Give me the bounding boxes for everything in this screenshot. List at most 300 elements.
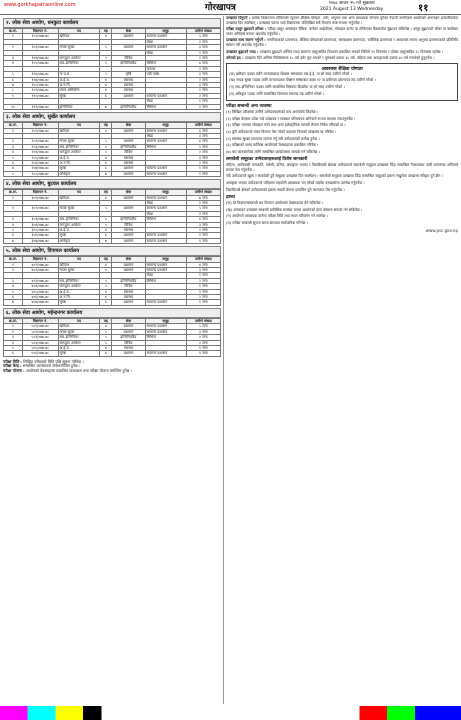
table-cell: ५०६/०७७-७८ — [22, 351, 58, 356]
table-cell: स्वास्थ्य — [112, 228, 145, 233]
table-cell: ३ जना — [186, 155, 220, 160]
notice-paragraph — [226, 27, 458, 36]
table-cell: अधिकृत — [58, 238, 100, 243]
website-url[interactable]: www.gorkhapatraonline.com — [4, 2, 76, 8]
table-cell: प्रशासन — [112, 324, 145, 329]
table-cell: कम्प्युटर अपरेटर — [58, 340, 100, 345]
table-cell: ५ — [100, 335, 112, 340]
table-cell: सब–इन्जिनियर — [58, 335, 100, 340]
table-cell: ५ जना — [186, 34, 220, 39]
table-cell: प्रशासन — [112, 45, 145, 50]
table-cell: एग्री एक्स. — [145, 72, 186, 77]
table-cell: ४ — [100, 345, 112, 350]
table-cell: लेखा — [145, 50, 186, 55]
table-cell: ५०२/०७७-७८ — [22, 329, 58, 334]
table-cell: २०५/०७७-७८ — [22, 155, 58, 160]
column-header: विज्ञापन नं. — [22, 29, 58, 34]
table-cell: प्रशासन — [112, 206, 145, 211]
table-cell: ५ — [4, 72, 23, 77]
table-cell: लेखा — [145, 133, 186, 138]
table-cell: ४०२/०७७-७८ — [22, 268, 58, 273]
table-cell: प्रशासन — [112, 262, 145, 267]
footer-label: परीक्षा केन्द्र : — [3, 363, 22, 369]
table-cell: ३ — [4, 144, 23, 149]
table-cell: २०४/०७७-७८ — [22, 150, 58, 155]
table-cell: १११/०७७-७८ — [22, 104, 58, 109]
table-cell: कम्प्युटर अपरेटर — [58, 56, 100, 61]
paragraph-text: दरखास्त बुझाउने अन्तिम म्याद सामान्य दस्तुरसहित विज्ञापन प्रकाशित भएको मितिले २१ दिनसम्म र दोब्बर दस्तुरसहित २८ दिनसम्म रहनेछ । — [259, 49, 444, 54]
table-cell: सामान्य प्रशासन — [145, 171, 186, 176]
table-cell: सिभिल — [145, 217, 186, 222]
table-cell: सब–इन्जिनियर — [58, 61, 100, 66]
table-cell: इन्जिनियरिङ — [112, 217, 145, 222]
table-cell: ५ — [4, 345, 23, 350]
column-header: क्र.सं. — [4, 257, 23, 262]
qualification-item: (क) खरिदार पदका लागि मान्यताप्राप्त शिक्षण संस्थाबाट एस.ई.ई. वा सो सरह उत्तीर्ण गरेको । — [229, 71, 352, 76]
column-header: विज्ञापन नं. — [22, 190, 58, 195]
table-cell: २ जना — [186, 77, 220, 82]
table-cell: सामान्य प्रशासन — [145, 166, 186, 171]
table-cell: १ जना — [186, 88, 220, 93]
results-table — [3, 189, 221, 244]
table-cell: सुब्बा — [58, 300, 100, 305]
note-item: (६) परीक्षाको समय तालिका आयोगको वेबसाइटमा प्रकाशित गरिनेछ । — [226, 143, 319, 148]
issue-date: २०७८ साउन २५ गते सुक्रबार 2021 August 13 Wednesday — [320, 1, 384, 12]
table-cell: २ जना — [186, 93, 220, 98]
table-cell: ५ जना — [186, 144, 220, 149]
footer-label: परीक्षा योजना : — [3, 367, 25, 373]
table-cell: सिभिल — [145, 278, 186, 283]
table-cell: ४ — [100, 195, 112, 200]
table-cell: ४०१/०७७-७८ — [22, 262, 58, 267]
table-cell: ३०५/०७७-७८ — [22, 228, 58, 233]
newspaper-title: गोरखापत्र — [205, 3, 236, 13]
website-link[interactable]: www.psc.gov.np — [425, 227, 458, 233]
table-cell: ३०६/०७७-७८ — [22, 233, 58, 238]
table-cell: ५ — [100, 56, 112, 61]
table-cell: अ.हे.ब. — [58, 77, 100, 82]
table-cell: २ — [4, 268, 23, 273]
box-title: आवश्यक शैक्षिक योग्यता — [321, 66, 363, 72]
table-row — [4, 238, 221, 243]
table-cell: २०८/०७७-७८ — [22, 171, 58, 176]
table-cell: २ जना — [186, 278, 220, 283]
table-cell: कम्प्युटर अपरेटर — [58, 222, 100, 227]
table-cell: २ जना — [186, 289, 220, 294]
table-cell: ५ — [4, 155, 23, 160]
note-item: (५) स्वास्थ्य सुरक्षा मापदण्ड पालना गर्नु सबै उम्मेदवारको कर्तव्य हुनेछ । — [226, 136, 320, 141]
table-cell: सामान्य प्रशासन — [145, 300, 186, 305]
footer-text: लिखित परीक्षाको मिति पछि सूचना गरिनेछ । — [23, 358, 84, 364]
table-cell: विविध — [112, 340, 145, 345]
table-cell: सुब्बा — [58, 233, 100, 238]
table-cell: सामान्य प्रशासन — [145, 34, 186, 39]
footer-text: सम्बन्धित कार्यालयले तोकेबमोजिम हुनेछ । — [22, 363, 81, 369]
table-cell: प्रशासन — [112, 195, 145, 200]
column-header: उत्तीर्ण संख्या — [186, 190, 220, 195]
section-heading: ५. लोक सेवा आयोग, दिपायल कार्यालय — [3, 246, 221, 256]
table-cell: स्वास्थ्य — [112, 295, 145, 300]
column-header: समूह — [145, 257, 186, 262]
table-cell: ४ — [100, 83, 112, 88]
table-cell: सामान्य प्रशासन — [145, 262, 186, 267]
table-cell: २ जना — [186, 56, 220, 61]
table-cell: २ जना — [186, 340, 220, 345]
qualification-box — [226, 63, 458, 101]
paragraph-text: परीक्षा दस्तुर अनलाइन बैंकिङ, कनेक्ट आईपीएस, मोबाइल वालेट वा तोकिएका बैंकमार्फत बुझाउन सकिनेछ । दस्तुर बुझाएको भौचर वा कारोबार नम्बर अनिवार्य रूपमा अपलोड गर्नुपर्नेछ । — [226, 27, 458, 36]
table-cell: प्रशासन — [112, 233, 145, 238]
table-cell: ५ — [100, 284, 112, 289]
table-cell: ४ — [100, 262, 112, 267]
table-cell: ४ — [100, 295, 112, 300]
table-cell: ५०३/०७७-७८ — [22, 335, 58, 340]
column-header: विज्ञापन नं. — [22, 318, 58, 323]
table-cell: ५०४/०७७-७८ — [22, 340, 58, 345]
column-header: पद — [58, 190, 100, 195]
section-heading: २. लोक सेवा आयोग, धनकुटा कार्यालय — [3, 18, 221, 28]
table-cell: सब–इन्जिनियर — [58, 144, 100, 149]
table-cell: १ — [4, 262, 23, 267]
qualification-item: (ख) नायब सुब्बा पदका लागि मान्यताप्राप्त शिक्षण संस्थाबाट कक्षा १२ वा प्रवीणता प्रमाणपत्र तह उत्तीर्ण गरेको । — [229, 78, 376, 83]
table-cell: खरिदार — [58, 195, 100, 200]
table-cell: सामान्य प्रशासन — [145, 206, 186, 211]
table-cell: नायब सुब्बा — [58, 139, 100, 144]
table-cell: ३ जना — [186, 133, 220, 138]
column-header: पद — [58, 29, 100, 34]
section-heading: ३. लोक सेवा आयोग, सुर्खेत कार्यालय — [3, 112, 221, 122]
table-cell: विविध — [112, 150, 145, 155]
table-cell: १ जना — [186, 273, 220, 278]
table-cell: ५ जना — [186, 206, 220, 211]
table-cell: २०३/०७७-७८ — [22, 144, 58, 149]
table-cell: अ.हे.ब. — [58, 289, 100, 294]
note-item: (२) परीक्षा केन्द्रमा प्रवेश गर्दा प्रवेशपत्र र सक्कल परिचयपत्र अनिवार्य रूपमा साथमा ल्याउनुपर्नेछ । — [226, 116, 356, 121]
table-cell: २ जना — [186, 200, 220, 205]
table-cell: ४ — [100, 77, 112, 82]
table-cell: प्रशासन — [112, 128, 145, 133]
inclusive-paragraph: एकै उम्मेदवारले खुला र समावेशी दुवै समूहमा दरखास्त दिन सक्नेछन् । समावेशी समूहमा दरखास्त दिँदा सम्बन्धित समूहको प्रमाण नखुलेमा दरखास्त स्वीकृत हुने छैन । — [226, 174, 444, 179]
table-cell: ४ — [4, 284, 23, 289]
section-heading: ४. लोक सेवा आयोग, बुटवल कार्यालय — [3, 179, 221, 189]
inclusive-paragraph: महिला, आदिवासी जनजाति, मधेसी, दलित, अपाङ्गता भएका र पिछडिएको क्षेत्रका उम्मेदवारले समावेशी समूहमा दरखास्त दिँदा सम्बन्धित निकायबाट जारी प्रमाणपत्र अनिवार्य रूपमा पेस गर्नुपर्नेछ । — [226, 163, 458, 172]
section-heading: ६. लोक सेवा आयोग, महेन्द्रनगर कार्यालय — [3, 308, 221, 318]
table-cell: १०८/०७७-७८ — [22, 83, 58, 88]
table-cell: ६ — [100, 300, 112, 305]
table-cell: २ — [4, 139, 23, 144]
remark-item: (ख) अनलाइन दरखास्त सम्बन्धी प्राविधिक समस्या भएमा आयोगको हेल्प डेस्कमा सम्पर्क गर्न सकिनेछ । — [226, 207, 363, 212]
table-cell: विविध — [112, 222, 145, 227]
table-cell: लेखा — [145, 273, 186, 278]
table-cell: ४ — [100, 88, 112, 93]
table-cell: ४०३/०७७-७८ — [22, 278, 58, 283]
note-item: (४) कुनै उम्मेदवारले गलत विवरण पेस गरेको पाइएमा निजको दरखास्त रद्द गरिनेछ । — [226, 129, 337, 134]
paragraph-text: दरखास्त दिने अन्तिम मितिसम्ममा १८ वर्ष उमेर पूरा भएको र पुरुषको हकमा ३५ वर्ष, महिला तथा अपाङ्गताको हकमा ४० वर्ष ननाघेको हुनुपर्नेछ । — [244, 56, 435, 61]
table-cell: २ जना — [186, 66, 220, 71]
table-cell: २०२/०७७-७८ — [22, 139, 58, 144]
table-cell: १ जना — [186, 284, 220, 289]
column-header: उत्तीर्ण संख्या — [186, 318, 220, 323]
table-cell: ६ — [100, 93, 112, 98]
column-header: समूह — [145, 318, 186, 323]
table-cell: स्वास्थ्य — [112, 345, 145, 350]
column-header: उत्तीर्ण संख्या — [186, 29, 220, 34]
table-cell: ४ — [100, 228, 112, 233]
table-cell: जनरल — [145, 66, 186, 71]
table-cell: ५ जना — [186, 324, 220, 329]
table-cell: ५ — [100, 222, 112, 227]
column-header: क्र.सं. — [4, 190, 23, 195]
table-cell: कृषि — [112, 72, 145, 77]
results-table — [3, 122, 221, 177]
notice-paragraph — [226, 56, 458, 61]
color-registration-bar — [0, 706, 461, 720]
table-cell: ५ — [100, 144, 112, 149]
column-header: तह — [100, 29, 112, 34]
table-cell: १०५/०७७-७८ — [22, 61, 58, 66]
table-cell: ४०४/०७७-७८ — [22, 284, 58, 289]
table-cell: सिभिल — [145, 104, 186, 109]
table-cell: सुब्बा — [58, 93, 100, 98]
table-cell: प्रशासन — [112, 238, 145, 243]
exam-footer-notes — [3, 360, 221, 374]
table-cell: ७ — [100, 238, 112, 243]
table-cell: २ जना — [186, 295, 220, 300]
table-cell: ५ — [100, 329, 112, 334]
result-tables-column — [3, 16, 221, 704]
table-cell: ७ — [100, 171, 112, 176]
table-cell: २ जना — [186, 104, 220, 109]
table-cell: ३०३/०७७-७८ — [22, 217, 58, 222]
column-header: तह — [100, 257, 112, 262]
table-cell: ४ — [4, 150, 23, 155]
column-header: पद — [58, 318, 100, 323]
table-cell: ३ जना — [186, 83, 220, 88]
table-cell: सिभिल — [145, 61, 186, 66]
table-cell: सुब्बा — [58, 166, 100, 171]
table-cell: ५ — [4, 289, 23, 294]
column-header: विज्ञापन नं. — [22, 257, 58, 262]
table-cell: २ जना — [186, 39, 220, 44]
table-cell: इन्जिनियरिङ — [112, 144, 145, 149]
column-header: क्र.सं. — [4, 318, 23, 323]
table-cell: ८ — [4, 88, 23, 93]
table-cell: ६ — [4, 77, 23, 82]
column-header: समूह — [145, 29, 186, 34]
table-cell: सामान्य प्रशासन — [145, 324, 186, 329]
table-cell: ८ — [4, 171, 23, 176]
notes-heading: परीक्षा सम्बन्धी अन्य व्यवस्था — [226, 104, 272, 110]
table-cell: ३ — [4, 56, 23, 61]
table-cell: ५ — [100, 217, 112, 222]
table-cell: २०६/०७७-७८ — [22, 160, 58, 165]
table-cell: सिभिल — [145, 144, 186, 149]
page-number: ११ — [418, 3, 429, 14]
column-header: पद — [58, 123, 100, 128]
table-cell: ५०१/०७७-७८ — [22, 324, 58, 329]
table-cell: नायब सुब्बा — [58, 329, 100, 334]
column-header: सेवा — [112, 257, 145, 262]
table-cell: ३ जना — [186, 329, 220, 334]
paragraph-heading: उमेरको हद : — [226, 56, 244, 61]
table-cell: प्रशासन — [112, 93, 145, 98]
table-cell: इन्जिनियरिङ — [112, 104, 145, 109]
table-cell: लेखा — [145, 99, 186, 104]
table-cell: स्वास्थ्य — [112, 160, 145, 165]
table-cell: प्रशासन — [112, 166, 145, 171]
column-header: तह — [100, 123, 112, 128]
table-cell: १ जना — [186, 345, 220, 350]
table-cell: १०४/०७७-७८ — [22, 56, 58, 61]
paragraph-text: नागरिकताको प्रमाणपत्र, शैक्षिक योग्यताको प्रमाणपत्र, समकक्षता प्रमाणपत्र, चारित्रिक प्रमाणपत्र र आवश्यक भएमा अनुभव प्रमाणपत्रको प्रतिलिपि स्क्यान गरी अपलोड गर्नुपर्नेछ । — [226, 38, 458, 47]
table-cell: विविध — [112, 56, 145, 61]
table-cell: खरिदार — [58, 128, 100, 133]
table-cell: २ जना — [186, 150, 220, 155]
column-header: विज्ञापन नं. — [22, 123, 58, 128]
table-cell: प्रशासन — [112, 139, 145, 144]
table-cell: ५ — [100, 139, 112, 144]
table-cell: ४ — [100, 34, 112, 39]
table-cell: ५ — [100, 206, 112, 211]
table-cell: ३ जना — [186, 72, 220, 77]
table-cell: २ जना — [186, 335, 220, 340]
table-cell: १० — [4, 104, 23, 109]
column-header: समूह — [145, 190, 186, 195]
footer-label: परीक्षा मिति : — [3, 358, 22, 364]
table-cell: ४ — [100, 324, 112, 329]
table-cell: ४०६/०७७-७८ — [22, 295, 58, 300]
table-cell: ४ जना — [186, 262, 220, 267]
table-cell: १ जना — [186, 300, 220, 305]
table-cell: अ.न.मि. — [58, 83, 100, 88]
table-cell: १ जना — [186, 99, 220, 104]
table-cell: १ जना — [186, 166, 220, 171]
table-cell: खरिदार — [58, 262, 100, 267]
table-cell: १ — [4, 34, 23, 39]
paragraph-heading: दरखास्त बुझाउने म्याद : — [226, 49, 259, 54]
table-cell: २ — [4, 206, 23, 211]
table-row — [4, 351, 221, 356]
column-header: उत्तीर्ण संख्या — [186, 123, 220, 128]
qualification-item: (घ) अधिकृत पदका लागि सम्बन्धित विषयमा स्नातक तह उत्तीर्ण गरेको । — [229, 91, 325, 96]
notice-paragraph — [226, 16, 458, 25]
table-cell: ५ — [4, 228, 23, 233]
table-cell: सामान्य प्रशासन — [145, 233, 186, 238]
table-cell: ४ जना — [186, 217, 220, 222]
table-cell: लेखा — [145, 211, 186, 216]
table-cell: इन्जिनियरिङ — [112, 278, 145, 283]
table-cell: १ जना — [186, 238, 220, 243]
table-cell: ५ — [100, 268, 112, 273]
table-cell: ४ — [4, 340, 23, 345]
table-cell: अ.हे.ब. — [58, 155, 100, 160]
table-cell: ७ — [4, 238, 23, 243]
table-cell: सिभिल — [145, 335, 186, 340]
table-cell: प्रशासन — [112, 300, 145, 305]
table-cell: ९ — [4, 93, 23, 98]
table-cell: ७ — [4, 166, 23, 171]
table-cell: ७ जना — [186, 195, 220, 200]
table-cell: सामान्य प्रशासन — [145, 139, 186, 144]
table-cell: ४०५/०७७-७८ — [22, 289, 58, 294]
table-cell: प्रशासन — [112, 329, 145, 334]
notice-text-column — [226, 16, 458, 704]
table-cell: ११०/०७७-७८ — [22, 93, 58, 98]
table-cell: २ जना — [186, 233, 220, 238]
table-cell: ५०५/०७७-७८ — [22, 345, 58, 350]
column-header: तह — [100, 318, 112, 323]
table-cell: १०२/०७७-७८ — [22, 34, 58, 39]
column-header: सेवा — [112, 123, 145, 128]
table-cell: खरिदार — [58, 34, 100, 39]
table-cell: ४ — [100, 160, 112, 165]
remark-item: (क) यो विज्ञापनसम्बन्धी थप विवरण आयोगको वेबसाइटमा हेर्न सकिनेछ । — [226, 201, 324, 206]
notice-paragraph — [226, 38, 458, 47]
table-cell: ६ — [4, 160, 23, 165]
table-cell: ४ जना — [186, 139, 220, 144]
inclusive-paragraph: पिछडिएको क्षेत्रको उम्मेदवारको हकमा स्थायी ठेगाना प्रमाणित हुने कागजात पेस गर्नुपर्नेछ । — [226, 187, 345, 192]
footer-text: आयोगको वेबसाइटमा प्रकाशित पाठ्यक्रम तथा परीक्षा योजना बमोजिम हुनेछ । — [25, 367, 132, 373]
paragraph-text: प्रत्येक विज्ञापनमा तोकिएको न्यूनतम शैक्षिक योग्यता, उमेर, अनुभव तथा अन्य आवश्यक योग्यता पुगेका नेपाली नागरिकले आयोगको अनलाइन प्रणालीमार्फत दरखास्त दिन सक्नेछन् । दरखास्त फारम भर्दा विज्ञापनमा उल्लिखित सबै विवरण स्पष्ट रूपमा भर्नुपर्नेछ । — [226, 16, 458, 25]
table-cell: ४०७/०७७-७८ — [22, 300, 58, 305]
table-cell: ५ — [100, 61, 112, 66]
table-cell: प्रशासन — [112, 268, 145, 273]
column-header: पद — [58, 257, 100, 262]
column-header: समूह — [145, 123, 186, 128]
table-cell: ६ — [4, 295, 23, 300]
table-cell: स्वास्थ्य — [112, 88, 145, 93]
footer-line — [3, 369, 221, 374]
table-cell: ३ जना — [186, 268, 220, 273]
table-cell: खरिदार — [58, 324, 100, 329]
table-cell: ३०४/०७७-७८ — [22, 222, 58, 227]
table-cell: अ.हे.ब. — [58, 345, 100, 350]
table-cell: स्वास्थ्य — [112, 289, 145, 294]
table-cell: ४ — [100, 128, 112, 133]
table-cell: ७ — [4, 83, 23, 88]
table-cell: सामान्य प्रशासन — [145, 238, 186, 243]
table-cell: सुब्बा — [58, 351, 100, 356]
column-header: सेवा — [112, 318, 145, 323]
table-cell: ४ — [100, 155, 112, 160]
table-cell: ३ — [4, 278, 23, 283]
table-cell: सामान्य प्रशासन — [145, 351, 186, 356]
table-row — [4, 300, 221, 305]
table-cell: अधिकृत — [58, 171, 100, 176]
table-cell: ४ — [100, 289, 112, 294]
table-cell: १०७/०७७-७८ — [22, 77, 58, 82]
table-cell: ना.प्र.स. — [58, 72, 100, 77]
table-cell: ३ — [4, 335, 23, 340]
table-cell: अ.न.मि. — [58, 160, 100, 165]
results-table — [3, 28, 221, 110]
table-cell: १ जना — [186, 351, 220, 356]
table-cell: ३ जना — [186, 45, 220, 50]
table-cell: इन्जिनियरिङ — [112, 61, 145, 66]
notice-paragraph — [226, 50, 458, 55]
table-cell: लेखा — [145, 200, 186, 205]
table-cell: सामान्य प्रशासन — [145, 128, 186, 133]
table-cell: सामान्य प्रशासन — [145, 195, 186, 200]
column-header: उत्तीर्ण संख्या — [186, 257, 220, 262]
table-cell: १०३/०७७-७८ — [22, 45, 58, 50]
table-cell: ३ — [4, 217, 23, 222]
table-cell: कम्प्युटर अपरेटर — [58, 284, 100, 289]
table-cell: १०९/०७७-७८ — [22, 88, 58, 93]
table-cell: सामान्य प्रशासन — [145, 329, 186, 334]
table-cell: अ.हे.ब. — [58, 228, 100, 233]
table-cell: २ जना — [186, 211, 220, 216]
column-header: सेवा — [112, 190, 145, 195]
